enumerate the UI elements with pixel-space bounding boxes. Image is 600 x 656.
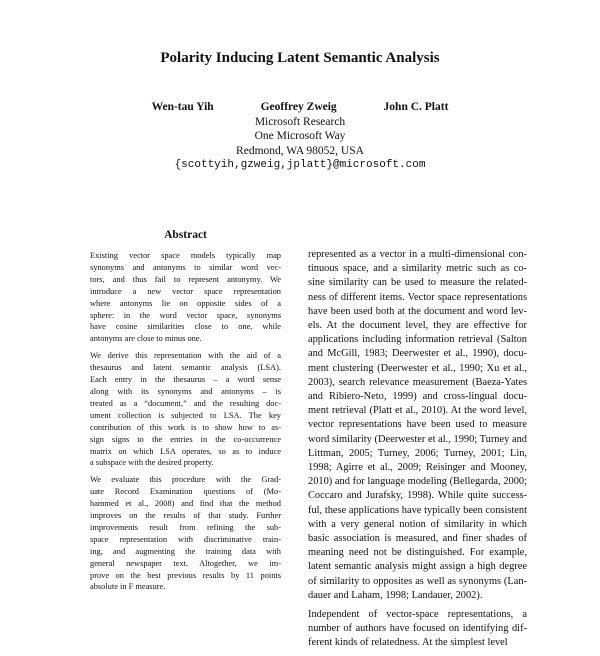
paragraph [308, 608, 527, 651]
text-line: treated as a “document,” and the resulting doc- [90, 398, 281, 408]
text-line: sine similarity can be used to measure the related- [308, 277, 527, 289]
text-line: basic association is measured, and finer shades of [308, 533, 527, 545]
text-line: have cosine similarities close to one, while [90, 322, 281, 332]
text-line: Each entry in the thesaurus – a word sense [90, 375, 281, 385]
text-line: ment retrieval (Platt et al., 2010). At the word level, [308, 405, 527, 417]
author-name: Wen-tau Yih [151, 101, 214, 113]
text-line: tors, and thus fail to represent antonymy. We [90, 274, 281, 284]
author-block [0, 100, 600, 173]
text-line: prove on the best previous results by 11 points [90, 570, 281, 580]
author-name: John C. Platt [383, 101, 449, 113]
text-line: sign signs to the entries in the co-occurrence [90, 434, 281, 444]
text-line: and McGill, 1983; Deerwester et al., 1990), docu- [308, 348, 527, 360]
text-line: 2010) and for language modeling (Bellegarda, 2000; [308, 476, 527, 488]
text-line: tinuous space, and a similarity metric such as co- [308, 263, 527, 275]
text-line: uate Record Examination questions of (Mo- [90, 487, 281, 497]
text-line: thesaurus and latent semantic analysis (LSA). [90, 363, 281, 373]
paper-title: Polarity Inducing Latent Semantic Analysis [160, 50, 440, 66]
text-line: general newspaper text. Altogether, we im- [90, 558, 281, 568]
author-names [0, 100, 600, 115]
text-line: 2003), search relevance measurement (Baeza-Yates [308, 376, 527, 388]
text-line: matrix on which LSA operates, so as to induce [90, 446, 281, 456]
abstract-heading: Abstract [164, 229, 207, 241]
text-line: latent semantic analysis might assign a high degree [308, 561, 527, 573]
text-line: sphere: in the word vector space, synonyms [90, 310, 281, 320]
text-line: word similarity (Deerwester et al., 1990; Turney and [308, 433, 527, 445]
text-line: Independent of vector-space representations, a [308, 609, 527, 621]
text-line: a subspace with the desired property. [90, 458, 214, 468]
text-line: Littman, 2005; Turney, 2006; Turney, 2001; Lin, [308, 447, 527, 459]
text-line: ness of different items. Vector space representations [308, 291, 527, 303]
text-line: Existing vector space models typically map [90, 251, 281, 260]
text-line: where antonyms lie on opposite sides of a [90, 298, 281, 308]
affiliation-line: One Microsoft Way [254, 130, 346, 142]
text-line: improvements result from refining the sub- [90, 522, 281, 532]
text-line: have been used both at the document and word lev- [308, 305, 527, 317]
text-line: ment clustering (Deerwester et al., 1990; Xu et al., [308, 362, 527, 374]
text-line: number of authors have focused on identifying dif- [308, 623, 527, 635]
text-line: and Ribiero-Neto, 1999) and cross-lingual docu- [308, 391, 527, 403]
text-line: dauer and Laham, 1998; Landauer, 2002). [308, 589, 483, 601]
text-line: synonyms and antonyms to similar word vec- [90, 262, 281, 272]
text-line: meaning need not be distinguished. For example, [308, 547, 527, 559]
text-line: els. At the document level, they are effective for [308, 320, 527, 332]
text-line: applications including information retrieval (Salton [308, 334, 527, 346]
intro-column [308, 248, 527, 656]
text-line: vector representations have been used to measure [308, 419, 527, 431]
affiliation-line: Redmond, WA 98052, USA [236, 144, 364, 157]
text-line: of similarity to opposites as well as synonyms (Lan- [308, 575, 527, 587]
text-line: hammed et al., 2008) and find that the method [90, 499, 281, 509]
text-line: contribution of this work is to show how to as- [90, 422, 281, 432]
text-line: along with its synonyms and antonyms – is [90, 386, 281, 396]
paragraph [90, 474, 281, 593]
author-email: {scottyih,gzweig,jplatt}@microsoft.com [174, 159, 426, 171]
text-line: We derive this representation with the aid of a [90, 351, 281, 361]
text-line: introduce a new vector space representation [90, 286, 281, 296]
text-line: represented as a vector in a multi-dimensional con- [308, 249, 527, 260]
text-line: Coccaro and Jurafsky, 1998). While quite success- [308, 490, 527, 502]
text-line: antonyms are close to minus one. [90, 334, 202, 344]
text-line: We evaluate this procedure with the Grad- [90, 475, 281, 485]
author-name: Geoffrey Zweig [260, 101, 337, 113]
text-line: ful, these applications have typically been consistent [308, 504, 527, 516]
text-line: with a very general notion of similarity in which [308, 518, 527, 530]
abstract-body [90, 250, 281, 598]
text-line: absolute in F measure. [90, 582, 166, 592]
paragraph [308, 248, 527, 603]
text-line: space representation with discriminative train- [90, 534, 281, 544]
affiliation-line: Microsoft Research [254, 115, 346, 128]
text-line: ferent kinds of relatedness. At the simplest level [308, 637, 508, 649]
paragraph [90, 350, 281, 469]
paragraph [90, 250, 281, 345]
text-line: ument collection is subjected to LSA. The key [90, 410, 281, 420]
text-line: improves on the results of that study. Further [90, 511, 281, 521]
text-line: ing, and augmenting the training data with [90, 546, 281, 556]
text-line: 1998; Agirre et al., 2009; Reisinger and Mooney, [308, 462, 527, 474]
